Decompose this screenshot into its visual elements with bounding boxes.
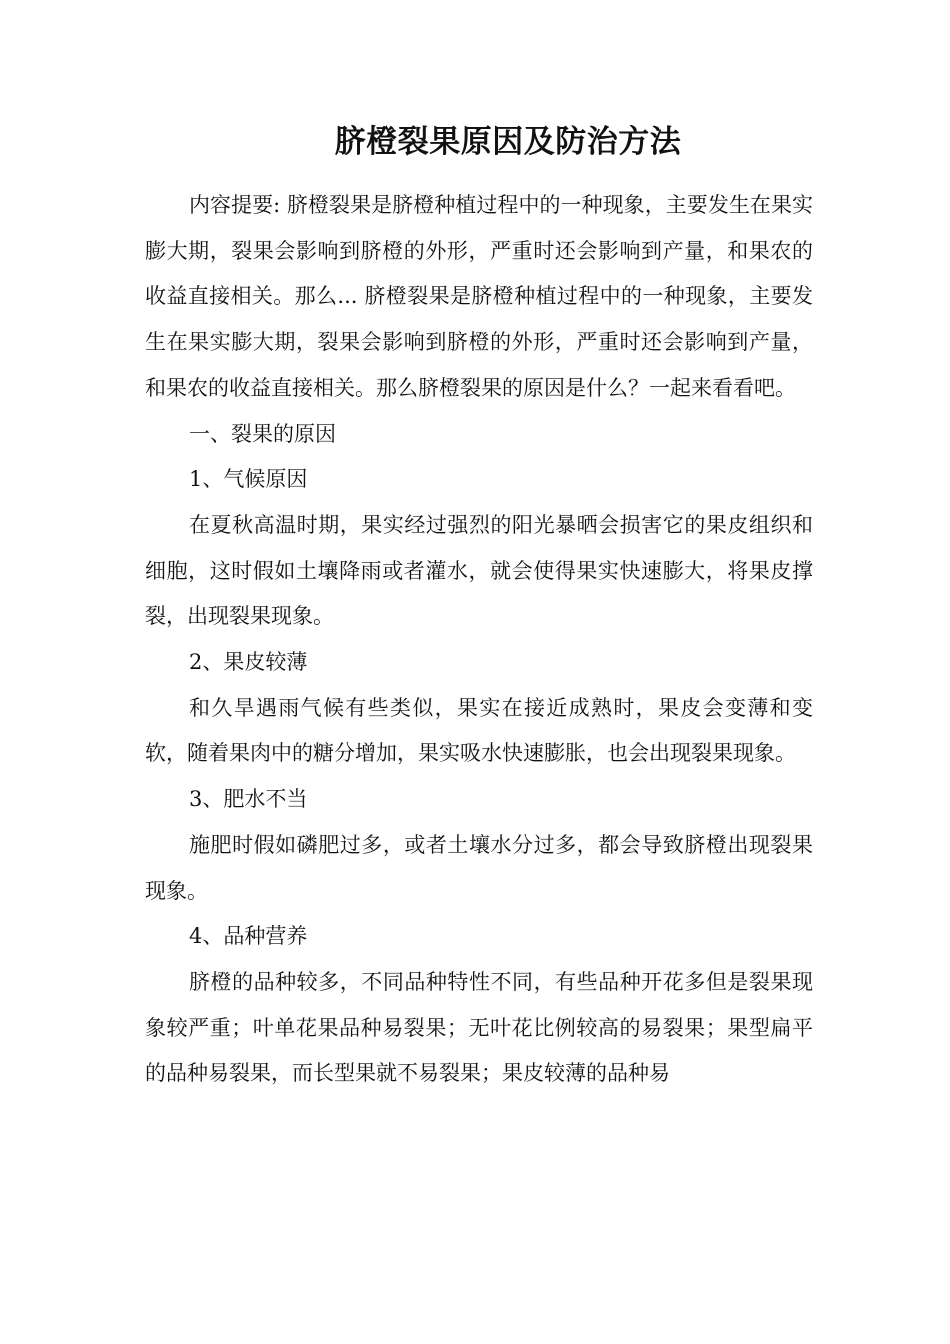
subheading-fertilizer-water: 3、肥水不当 xyxy=(189,787,308,812)
document-title: 脐橙裂果原因及防治方法 xyxy=(334,124,682,160)
paragraph-variety-nutrition: 脐橙的品种较多，不同品种特性不同，有些品种开花多但是裂果现象较严重；叶单花果品种易裂果；无叶花比例较高的易裂果；果型扁平的品种易裂果，而长型果就不易裂果；果皮较薄的品种易 xyxy=(145,969,813,1086)
subheading-variety-nutrition: 4、品种营养 xyxy=(189,924,308,949)
subheading-thin-peel: 2、果皮较薄 xyxy=(189,650,308,675)
paragraph-fertilizer-water: 施肥时假如磷肥过多，或者土壤水分过多，都会导致脐橙出现裂果现象。 xyxy=(145,832,813,903)
paragraph-thin-peel: 和久旱遇雨气候有些类似，果实在接近成熟时，果皮会变薄和变软，随着果肉中的糖分增加，果实吸水快速膨胀，也会出现裂果现象。 xyxy=(145,695,813,766)
heading-causes: 一、裂果的原因 xyxy=(189,421,336,446)
paragraph-climate: 在夏秋高温时期，果实经过强烈的阳光暴晒会损害它的果皮组织和细胞，这时假如土壤降雨或者灌水，就会使得果实快速膨大，将果皮撑裂，出现裂果现象。 xyxy=(145,512,813,629)
document-body xyxy=(145,183,813,1097)
subheading-climate: 1、气候原因 xyxy=(189,467,308,492)
paragraph-summary: 内容提要: 脐橙裂果是脐橙种植过程中的一种现象，主要发生在果实膨大期，裂果会影响到脐橙的外形，严重时还会影响到产量，和果农的收益直接相关。那么... 脐橙裂果是脐橙种植过程中的一种现象，主要发生在果实膨大期，裂果会影响到脐橙的外形，严重时还会影响到产量，和果农的收益直接相关。那么脐橙裂果的原因是什么？一起来看看吧。 xyxy=(145,193,813,400)
